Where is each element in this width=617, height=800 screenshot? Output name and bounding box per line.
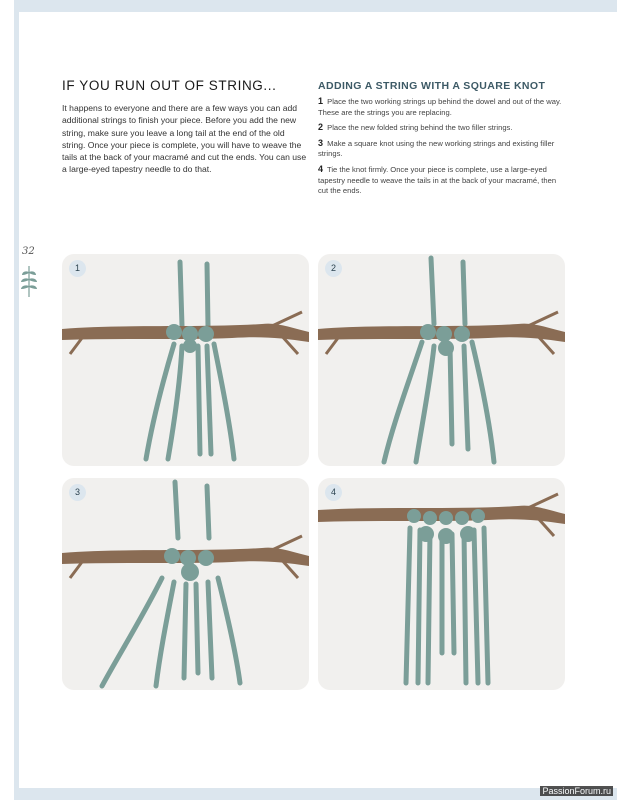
step-4 — [318, 164, 568, 197]
step-number: 4 — [318, 163, 324, 174]
section-body: It happens to everyone and there are a few ways you can add additional strings to finish your piece. Before you add the new string, make sure you leave a long tail at the end of the old string. Once your piece is complete, you will have to weave the tails at the back of your macramé and cut the ends. You can use a large-eyed tapestry needle to do that. — [62, 103, 307, 175]
intro-section — [62, 78, 308, 176]
watermark: PassionForum.ru — [542, 786, 611, 796]
photo-badge-4: 4 — [325, 484, 342, 501]
photo-badge-1: 1 — [69, 260, 86, 277]
macrame-illustration — [318, 254, 565, 466]
page-frame-bottom — [14, 788, 617, 800]
step-photo-3 — [62, 478, 309, 690]
section-title: IF YOU RUN OUT OF STRING... — [62, 78, 277, 93]
step-number: 1 — [318, 96, 324, 106]
step-photo-4 — [318, 478, 565, 690]
instructions-title: ADDING A STRING WITH A SQUARE KNOT — [318, 80, 546, 92]
page-frame-top — [14, 0, 617, 12]
step-3 — [318, 138, 568, 160]
photo-badge-3: 3 — [69, 484, 86, 501]
macrame-illustration — [62, 478, 309, 690]
step-1 — [318, 96, 568, 118]
instructions-section — [318, 80, 568, 201]
step-2 — [318, 122, 568, 134]
leaf-icon — [18, 264, 40, 298]
step-text: Place the two working strings up behind the dowel and out of the way. These are the strings you are replacing. — [318, 97, 562, 117]
step-text: Place the new folded string behind the two filler strings. — [327, 123, 513, 133]
step-text: Tie the knot firmly. Once your piece is complete, use a large-eyed tapestry needle to weave the tails in at the back of your macramé, then cut the ends. — [318, 164, 557, 196]
macrame-illustration — [62, 254, 309, 466]
step-number: 3 — [318, 137, 324, 148]
step-text: Make a square knot using the new working strings and existing filler strings. — [318, 138, 555, 159]
step-photo-1 — [62, 254, 309, 466]
step-number: 2 — [318, 122, 324, 133]
photo-badge-2: 2 — [325, 260, 342, 277]
macrame-illustration — [318, 478, 565, 690]
page-frame-left — [14, 0, 19, 800]
step-photo-2 — [318, 254, 565, 466]
page-number: 32 — [22, 246, 35, 257]
